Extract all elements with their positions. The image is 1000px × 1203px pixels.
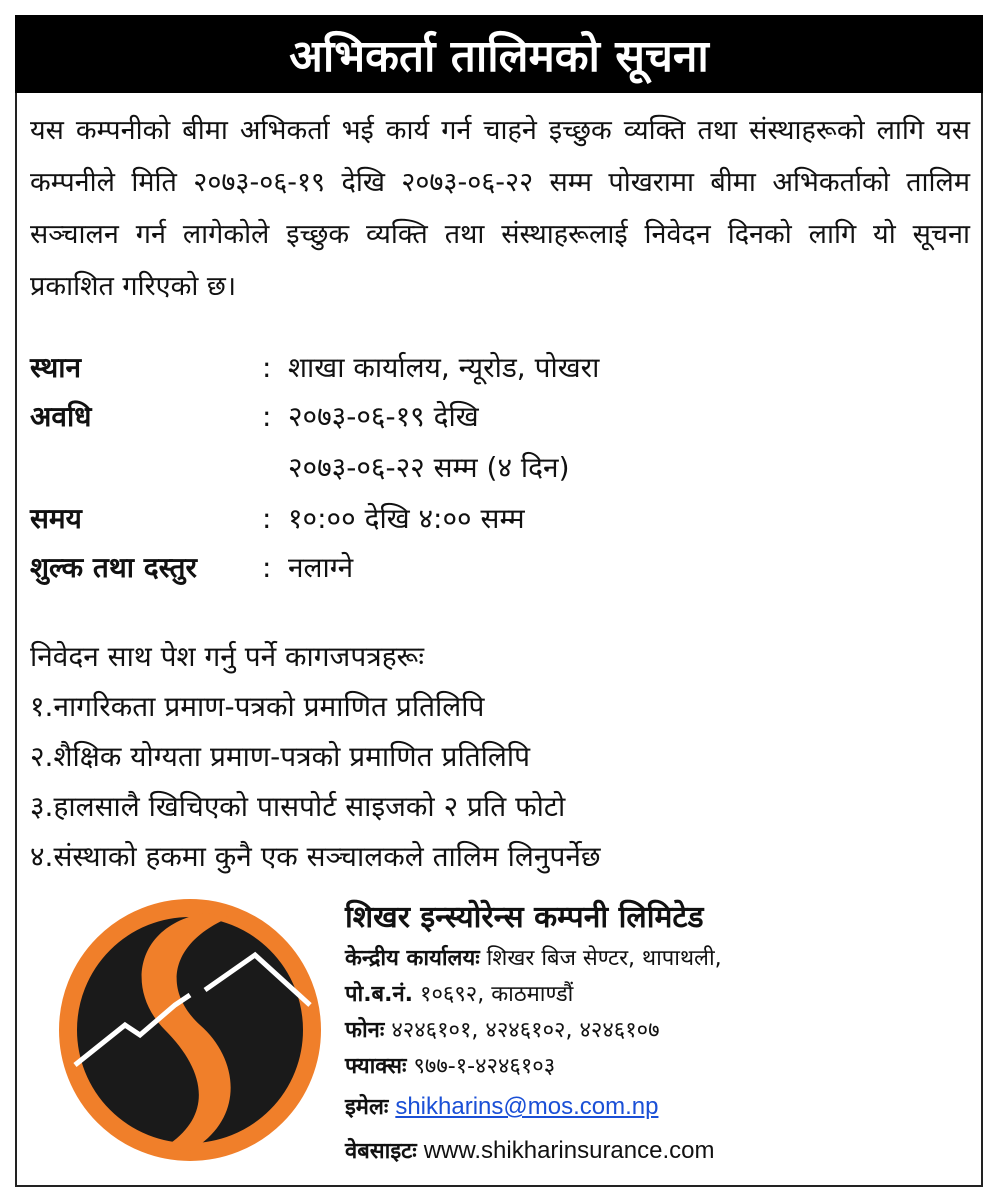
fee-colon: : — [262, 551, 272, 584]
fax-label: फ्याक्सः — [345, 1054, 407, 1079]
documents-section — [30, 632, 970, 882]
fee-value: नलाग्ने — [288, 551, 354, 584]
website-value: www.shikharinsurance.com — [423, 1137, 715, 1164]
location-colon: : — [262, 351, 272, 384]
document-item: १.नागरिकता प्रमाण-पत्रको प्रमाणित प्रतिलिपि — [30, 690, 485, 723]
documents-heading: निवेदन साथ पेश गर्नु पर्ने कागजपत्रहरूः — [30, 640, 424, 673]
company-name: शिखर इन्स्योरेन्स कम्पनी लिमिटेड — [345, 900, 704, 935]
document-item: ४.संस्थाको हकमा कुनै एक सञ्चालकले तालिम लिनुपर्नेछ — [30, 840, 601, 873]
time-value: १०:०० देखि ४:०० सम्म — [288, 502, 525, 535]
office-value: शिखर बिज सेण्टर, थापाथली, — [486, 946, 722, 971]
email-label: इमेलः — [345, 1095, 389, 1120]
duration-colon: : — [262, 400, 272, 433]
po-value: १०६९२, काठमाण्डौं — [420, 982, 574, 1007]
website-label: वेबसाइटः — [345, 1139, 417, 1164]
phone-line — [345, 1013, 965, 1049]
office-line — [345, 941, 965, 977]
fax-line — [345, 1049, 965, 1085]
fax-value: ९७७-१-४२४६१०३ — [413, 1054, 556, 1079]
po-label: पो.ब.नं. — [345, 982, 414, 1007]
office-label: केन्द्रीय कार्यालयः — [345, 946, 480, 971]
location-label: स्थान — [30, 351, 82, 384]
duration-label: अवधि — [30, 400, 92, 433]
company-info — [345, 895, 965, 1173]
document-item: २.शैक्षिक योग्यता प्रमाण-पत्रको प्रमाणित प्रतिलिपि — [30, 740, 531, 773]
email-line — [345, 1085, 965, 1129]
duration-end: २०७३-०६-२२ सम्म (४ दिन) — [288, 451, 570, 484]
phone-label: फोनः — [345, 1018, 385, 1043]
duration-start: २०७३-०६-१९ देखि — [288, 400, 479, 433]
po-line — [345, 977, 965, 1013]
email-link[interactable]: shikharins@mos.com.np — [395, 1093, 659, 1120]
time-colon: : — [262, 502, 272, 535]
shikhar-logo-icon — [55, 895, 325, 1165]
intro-paragraph: यस कम्पनीको बीमा अभिकर्ता भई कार्य गर्न चाहने इच्छुक व्यक्ति तथा संस्थाहरूको लागि यस कम्पनीले मिति २०७३-०६-१९ देखि २०७३-०६-२२ सम्म पोखरामा बीमा अभिकर्ताको तालिम सञ्चालन गर्न लागेकोले इच्छुक व्यक्ति तथा संस्थाहरूलाई निवेदन दिनको लागि यो सूचना प्रकाशित गरिएको छ। — [30, 115, 970, 302]
phone-value: ४२४६१०१, ४२४६१०२, ४२४६१०७ — [391, 1018, 660, 1043]
time-label: समय — [30, 502, 82, 535]
notice-title: अभिकर्ता तालिमको सूचना — [15, 15, 983, 93]
fee-label: शुल्क तथा दस्तुर — [30, 551, 197, 584]
document-item: ३.हालसालै खिचिएको पासपोर्ट साइजको २ प्रति फोटो — [30, 790, 566, 823]
website-line — [345, 1129, 965, 1173]
location-value: शाखा कार्यालय, न्यूरोड, पोखरा — [288, 351, 600, 384]
